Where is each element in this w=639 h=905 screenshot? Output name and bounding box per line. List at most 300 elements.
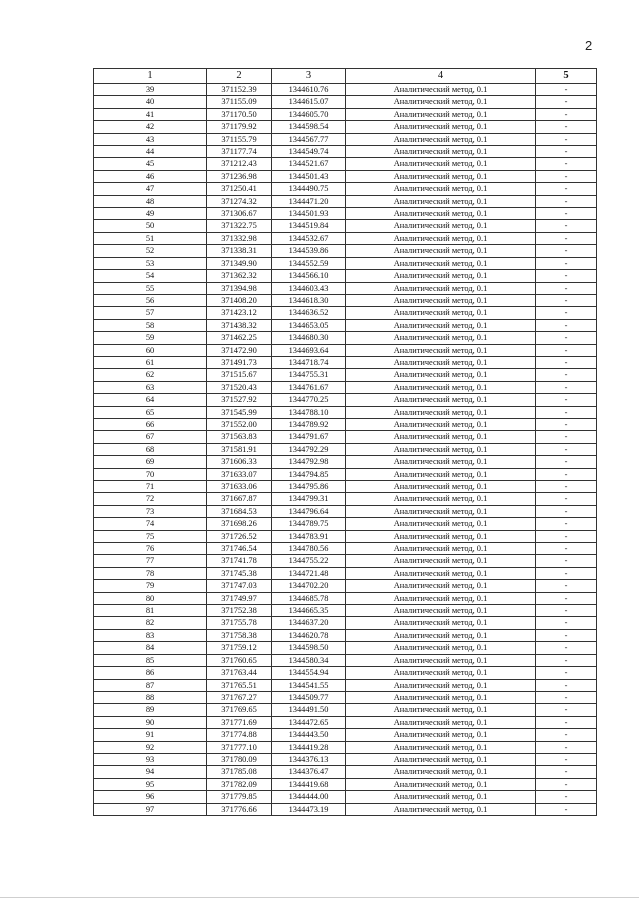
cell-y-coordinate: 1344665.35: [272, 605, 346, 617]
cell-y-coordinate: 1344473.19: [272, 803, 346, 815]
coordinates-table: [93, 68, 597, 816]
cell-point-number: 59: [94, 332, 207, 344]
cell-point-number: 73: [94, 505, 207, 517]
cell-point-number: 78: [94, 567, 207, 579]
cell-point-number: 61: [94, 356, 207, 368]
cell-method: Аналитический метод, 0.1: [346, 356, 536, 368]
header-method: 4: [346, 69, 536, 84]
cell-description: -: [536, 679, 597, 691]
cell-description: -: [536, 319, 597, 331]
cell-x-coordinate: 371667.87: [207, 493, 272, 505]
cell-y-coordinate: 1344419.28: [272, 741, 346, 753]
cell-method: Аналитический метод, 0.1: [346, 406, 536, 418]
cell-y-coordinate: 1344521.67: [272, 158, 346, 170]
table-row: [94, 133, 597, 145]
cell-point-number: 83: [94, 629, 207, 641]
cell-x-coordinate: 371684.53: [207, 505, 272, 517]
cell-point-number: 57: [94, 307, 207, 319]
cell-x-coordinate: 371250.41: [207, 183, 272, 195]
cell-x-coordinate: 371155.79: [207, 133, 272, 145]
cell-y-coordinate: 1344554.94: [272, 667, 346, 679]
cell-description: -: [536, 257, 597, 269]
cell-y-coordinate: 1344443.50: [272, 729, 346, 741]
table-row: [94, 766, 597, 778]
cell-y-coordinate: 1344718.74: [272, 356, 346, 368]
table-row: [94, 183, 597, 195]
cell-description: -: [536, 791, 597, 803]
cell-method: Аналитический метод, 0.1: [346, 294, 536, 306]
cell-x-coordinate: 371759.12: [207, 642, 272, 654]
cell-point-number: 72: [94, 493, 207, 505]
cell-description: -: [536, 133, 597, 145]
cell-point-number: 88: [94, 691, 207, 703]
cell-y-coordinate: 1344783.91: [272, 530, 346, 542]
table-row: [94, 580, 597, 592]
cell-y-coordinate: 1344471.20: [272, 195, 346, 207]
table-row: [94, 84, 597, 96]
cell-description: -: [536, 530, 597, 542]
cell-y-coordinate: 1344693.64: [272, 344, 346, 356]
table-row: [94, 270, 597, 282]
cell-method: Аналитический метод, 0.1: [346, 543, 536, 555]
cell-y-coordinate: 1344796.64: [272, 505, 346, 517]
cell-description: -: [536, 481, 597, 493]
cell-y-coordinate: 1344794.85: [272, 468, 346, 480]
cell-y-coordinate: 1344788.10: [272, 406, 346, 418]
table-row: [94, 704, 597, 716]
table-row: [94, 505, 597, 517]
cell-x-coordinate: 371747.03: [207, 580, 272, 592]
cell-method: Аналитический метод, 0.1: [346, 381, 536, 393]
cell-point-number: 70: [94, 468, 207, 480]
table-row: [94, 146, 597, 158]
cell-method: Аналитический метод, 0.1: [346, 394, 536, 406]
table-row: [94, 567, 597, 579]
cell-description: -: [536, 307, 597, 319]
cell-x-coordinate: 371760.65: [207, 654, 272, 666]
cell-point-number: 92: [94, 741, 207, 753]
cell-point-number: 43: [94, 133, 207, 145]
cell-y-coordinate: 1344539.86: [272, 245, 346, 257]
cell-point-number: 95: [94, 778, 207, 790]
cell-y-coordinate: 1344376.13: [272, 753, 346, 765]
cell-point-number: 86: [94, 667, 207, 679]
cell-point-number: 79: [94, 580, 207, 592]
cell-x-coordinate: 371515.67: [207, 369, 272, 381]
header-point-number: 1: [94, 69, 207, 84]
table-row: [94, 617, 597, 629]
cell-method: Аналитический метод, 0.1: [346, 791, 536, 803]
cell-method: Аналитический метод, 0.1: [346, 481, 536, 493]
cell-method: Аналитический метод, 0.1: [346, 803, 536, 815]
cell-description: -: [536, 369, 597, 381]
cell-point-number: 40: [94, 96, 207, 108]
cell-x-coordinate: 371780.09: [207, 753, 272, 765]
cell-point-number: 96: [94, 791, 207, 803]
cell-method: Аналитический метод, 0.1: [346, 555, 536, 567]
cell-method: Аналитический метод, 0.1: [346, 505, 536, 517]
table-row: [94, 530, 597, 542]
cell-x-coordinate: 371771.69: [207, 716, 272, 728]
cell-x-coordinate: 371779.85: [207, 791, 272, 803]
cell-method: Аналитический метод, 0.1: [346, 158, 536, 170]
table-row: [94, 245, 597, 257]
cell-y-coordinate: 1344792.98: [272, 456, 346, 468]
cell-method: Аналитический метод, 0.1: [346, 443, 536, 455]
cell-description: -: [536, 543, 597, 555]
table-row: [94, 592, 597, 604]
cell-y-coordinate: 1344799.31: [272, 493, 346, 505]
table-row: [94, 319, 597, 331]
cell-description: -: [536, 555, 597, 567]
cell-y-coordinate: 1344491.50: [272, 704, 346, 716]
cell-point-number: 81: [94, 605, 207, 617]
table-row: [94, 96, 597, 108]
cell-x-coordinate: 371408.20: [207, 294, 272, 306]
cell-description: -: [536, 443, 597, 455]
cell-description: -: [536, 431, 597, 443]
cell-point-number: 63: [94, 381, 207, 393]
table-row: [94, 170, 597, 182]
cell-description: -: [536, 642, 597, 654]
cell-x-coordinate: 371438.32: [207, 319, 272, 331]
table-row: [94, 418, 597, 430]
cell-description: -: [536, 381, 597, 393]
cell-y-coordinate: 1344702.20: [272, 580, 346, 592]
cell-description: -: [536, 195, 597, 207]
cell-x-coordinate: 371179.92: [207, 121, 272, 133]
cell-x-coordinate: 371491.73: [207, 356, 272, 368]
cell-description: -: [536, 729, 597, 741]
cell-method: Аналитический метод, 0.1: [346, 195, 536, 207]
cell-point-number: 64: [94, 394, 207, 406]
cell-y-coordinate: 1344636.52: [272, 307, 346, 319]
cell-method: Аналитический метод, 0.1: [346, 146, 536, 158]
cell-x-coordinate: 371755.78: [207, 617, 272, 629]
cell-method: Аналитический метод, 0.1: [346, 96, 536, 108]
cell-description: -: [536, 220, 597, 232]
cell-x-coordinate: 371212.43: [207, 158, 272, 170]
cell-x-coordinate: 371520.43: [207, 381, 272, 393]
cell-y-coordinate: 1344376.47: [272, 766, 346, 778]
cell-method: Аналитический метод, 0.1: [346, 183, 536, 195]
cell-y-coordinate: 1344653.05: [272, 319, 346, 331]
cell-y-coordinate: 1344620.78: [272, 629, 346, 641]
cell-method: Аналитический метод, 0.1: [346, 121, 536, 133]
cell-y-coordinate: 1344755.22: [272, 555, 346, 567]
cell-description: -: [536, 778, 597, 790]
cell-x-coordinate: 371763.44: [207, 667, 272, 679]
cell-x-coordinate: 371758.38: [207, 629, 272, 641]
cell-point-number: 76: [94, 543, 207, 555]
cell-description: -: [536, 766, 597, 778]
cell-x-coordinate: 371527.92: [207, 394, 272, 406]
cell-x-coordinate: 371765.51: [207, 679, 272, 691]
cell-y-coordinate: 1344615.07: [272, 96, 346, 108]
cell-method: Аналитический метод, 0.1: [346, 605, 536, 617]
cell-description: -: [536, 108, 597, 120]
cell-x-coordinate: 371633.07: [207, 468, 272, 480]
cell-method: Аналитический метод, 0.1: [346, 456, 536, 468]
cell-method: Аналитический метод, 0.1: [346, 282, 536, 294]
cell-point-number: 58: [94, 319, 207, 331]
cell-description: -: [536, 567, 597, 579]
cell-point-number: 55: [94, 282, 207, 294]
cell-x-coordinate: 371606.33: [207, 456, 272, 468]
cell-x-coordinate: 371152.39: [207, 84, 272, 96]
cell-x-coordinate: 371752.38: [207, 605, 272, 617]
cell-point-number: 51: [94, 232, 207, 244]
cell-y-coordinate: 1344685.78: [272, 592, 346, 604]
cell-method: Аналитический метод, 0.1: [346, 493, 536, 505]
table-row: [94, 716, 597, 728]
cell-x-coordinate: 371332.98: [207, 232, 272, 244]
cell-x-coordinate: 371698.26: [207, 518, 272, 530]
table-row: [94, 257, 597, 269]
cell-point-number: 42: [94, 121, 207, 133]
cell-description: -: [536, 691, 597, 703]
table-row: [94, 605, 597, 617]
cell-description: -: [536, 468, 597, 480]
cell-method: Аналитический метод, 0.1: [346, 220, 536, 232]
table-row: [94, 456, 597, 468]
table-row: [94, 518, 597, 530]
cell-point-number: 62: [94, 369, 207, 381]
cell-x-coordinate: 371349.90: [207, 257, 272, 269]
cell-y-coordinate: 1344567.77: [272, 133, 346, 145]
table-row: [94, 691, 597, 703]
cell-x-coordinate: 371633.06: [207, 481, 272, 493]
table-row: [94, 667, 597, 679]
cell-y-coordinate: 1344780.56: [272, 543, 346, 555]
table-row: [94, 394, 597, 406]
cell-point-number: 97: [94, 803, 207, 815]
cell-y-coordinate: 1344490.75: [272, 183, 346, 195]
cell-x-coordinate: 371472.90: [207, 344, 272, 356]
cell-y-coordinate: 1344549.74: [272, 146, 346, 158]
cell-point-number: 49: [94, 208, 207, 220]
cell-method: Аналитический метод, 0.1: [346, 716, 536, 728]
cell-method: Аналитический метод, 0.1: [346, 208, 536, 220]
cell-x-coordinate: 371749.97: [207, 592, 272, 604]
cell-x-coordinate: 371774.88: [207, 729, 272, 741]
cell-point-number: 67: [94, 431, 207, 443]
cell-x-coordinate: 371170.50: [207, 108, 272, 120]
table-row: [94, 158, 597, 170]
table-row: [94, 803, 597, 815]
cell-y-coordinate: 1344789.75: [272, 518, 346, 530]
cell-method: Аналитический метод, 0.1: [346, 753, 536, 765]
cell-method: Аналитический метод, 0.1: [346, 518, 536, 530]
header-x-coordinate: 2: [207, 69, 272, 84]
cell-description: -: [536, 208, 597, 220]
cell-method: Аналитический метод, 0.1: [346, 654, 536, 666]
cell-method: Аналитический метод, 0.1: [346, 580, 536, 592]
cell-y-coordinate: 1344532.67: [272, 232, 346, 244]
cell-method: Аналитический метод, 0.1: [346, 133, 536, 145]
cell-description: -: [536, 356, 597, 368]
cell-point-number: 60: [94, 344, 207, 356]
table-row: [94, 307, 597, 319]
cell-method: Аналитический метод, 0.1: [346, 567, 536, 579]
cell-description: -: [536, 518, 597, 530]
cell-description: -: [536, 406, 597, 418]
cell-y-coordinate: 1344552.59: [272, 257, 346, 269]
table-row: [94, 642, 597, 654]
cell-method: Аналитический метод, 0.1: [346, 704, 536, 716]
cell-point-number: 54: [94, 270, 207, 282]
cell-x-coordinate: 371726.52: [207, 530, 272, 542]
cell-point-number: 47: [94, 183, 207, 195]
cell-point-number: 48: [94, 195, 207, 207]
cell-method: Аналитический метод, 0.1: [346, 679, 536, 691]
cell-description: -: [536, 803, 597, 815]
cell-method: Аналитический метод, 0.1: [346, 332, 536, 344]
table-row: [94, 208, 597, 220]
cell-y-coordinate: 1344472.65: [272, 716, 346, 728]
cell-point-number: 68: [94, 443, 207, 455]
table-row: [94, 778, 597, 790]
cell-y-coordinate: 1344770.25: [272, 394, 346, 406]
cell-y-coordinate: 1344419.68: [272, 778, 346, 790]
cell-y-coordinate: 1344444.00: [272, 791, 346, 803]
cell-description: -: [536, 667, 597, 679]
table-row: [94, 729, 597, 741]
cell-point-number: 46: [94, 170, 207, 182]
cell-description: -: [536, 654, 597, 666]
cell-method: Аналитический метод, 0.1: [346, 307, 536, 319]
cell-description: -: [536, 741, 597, 753]
table-row: [94, 654, 597, 666]
cell-x-coordinate: 371545.99: [207, 406, 272, 418]
cell-x-coordinate: 371274.32: [207, 195, 272, 207]
cell-point-number: 65: [94, 406, 207, 418]
cell-method: Аналитический метод, 0.1: [346, 418, 536, 430]
cell-x-coordinate: 371785.08: [207, 766, 272, 778]
cell-description: -: [536, 580, 597, 592]
cell-x-coordinate: 371767.27: [207, 691, 272, 703]
cell-y-coordinate: 1344605.70: [272, 108, 346, 120]
cell-x-coordinate: 371746.54: [207, 543, 272, 555]
cell-point-number: 69: [94, 456, 207, 468]
cell-method: Аналитический метод, 0.1: [346, 766, 536, 778]
cell-method: Аналитический метод, 0.1: [346, 778, 536, 790]
cell-method: Аналитический метод, 0.1: [346, 667, 536, 679]
cell-description: -: [536, 332, 597, 344]
cell-point-number: 84: [94, 642, 207, 654]
cell-method: Аналитический метод, 0.1: [346, 84, 536, 96]
cell-method: Аналитический метод, 0.1: [346, 344, 536, 356]
table-row: [94, 220, 597, 232]
cell-y-coordinate: 1344795.86: [272, 481, 346, 493]
cell-point-number: 85: [94, 654, 207, 666]
cell-method: Аналитический метод, 0.1: [346, 170, 536, 182]
cell-y-coordinate: 1344509.77: [272, 691, 346, 703]
cell-y-coordinate: 1344761.67: [272, 381, 346, 393]
header-description: 5: [536, 69, 597, 84]
table-row: [94, 121, 597, 133]
cell-description: -: [536, 183, 597, 195]
cell-x-coordinate: 371563.83: [207, 431, 272, 443]
table-row: [94, 443, 597, 455]
cell-x-coordinate: 371741.78: [207, 555, 272, 567]
cell-x-coordinate: 371306.67: [207, 208, 272, 220]
cell-point-number: 89: [94, 704, 207, 716]
cell-point-number: 87: [94, 679, 207, 691]
table-row: [94, 406, 597, 418]
cell-description: -: [536, 704, 597, 716]
cell-point-number: 74: [94, 518, 207, 530]
table-row: [94, 195, 597, 207]
cell-description: -: [536, 753, 597, 765]
cell-point-number: 44: [94, 146, 207, 158]
cell-point-number: 45: [94, 158, 207, 170]
cell-y-coordinate: 1344580.34: [272, 654, 346, 666]
cell-description: -: [536, 232, 597, 244]
cell-method: Аналитический метод, 0.1: [346, 232, 536, 244]
cell-description: -: [536, 592, 597, 604]
cell-x-coordinate: 371769.65: [207, 704, 272, 716]
cell-description: -: [536, 716, 597, 728]
cell-description: -: [536, 158, 597, 170]
cell-x-coordinate: 371322.75: [207, 220, 272, 232]
cell-method: Аналитический метод, 0.1: [346, 741, 536, 753]
cell-x-coordinate: 371777.10: [207, 741, 272, 753]
cell-description: -: [536, 270, 597, 282]
cell-point-number: 90: [94, 716, 207, 728]
cell-method: Аналитический метод, 0.1: [346, 257, 536, 269]
cell-method: Аналитический метод, 0.1: [346, 530, 536, 542]
cell-x-coordinate: 371177.74: [207, 146, 272, 158]
cell-y-coordinate: 1344501.43: [272, 170, 346, 182]
cell-point-number: 66: [94, 418, 207, 430]
cell-y-coordinate: 1344610.76: [272, 84, 346, 96]
table-row: [94, 791, 597, 803]
table-row: [94, 356, 597, 368]
cell-description: -: [536, 245, 597, 257]
cell-point-number: 56: [94, 294, 207, 306]
cell-method: Аналитический метод, 0.1: [346, 369, 536, 381]
table-row: [94, 679, 597, 691]
table-row: [94, 741, 597, 753]
cell-x-coordinate: 371745.38: [207, 567, 272, 579]
cell-x-coordinate: 371338.31: [207, 245, 272, 257]
cell-description: -: [536, 84, 597, 96]
cell-description: -: [536, 617, 597, 629]
cell-description: -: [536, 505, 597, 517]
cell-description: -: [536, 282, 597, 294]
cell-description: -: [536, 418, 597, 430]
table-row: [94, 381, 597, 393]
cell-description: -: [536, 456, 597, 468]
cell-description: -: [536, 344, 597, 356]
cell-method: Аналитический метод, 0.1: [346, 729, 536, 741]
cell-description: -: [536, 629, 597, 641]
cell-x-coordinate: 371236.98: [207, 170, 272, 182]
page-number: 2: [585, 38, 593, 53]
cell-y-coordinate: 1344721.48: [272, 567, 346, 579]
cell-y-coordinate: 1344755.31: [272, 369, 346, 381]
cell-point-number: 82: [94, 617, 207, 629]
cell-method: Аналитический метод, 0.1: [346, 629, 536, 641]
cell-y-coordinate: 1344618.30: [272, 294, 346, 306]
cell-x-coordinate: 371462.25: [207, 332, 272, 344]
cell-point-number: 53: [94, 257, 207, 269]
table-row: [94, 232, 597, 244]
table-row: [94, 344, 597, 356]
cell-method: Аналитический метод, 0.1: [346, 691, 536, 703]
cell-point-number: 52: [94, 245, 207, 257]
